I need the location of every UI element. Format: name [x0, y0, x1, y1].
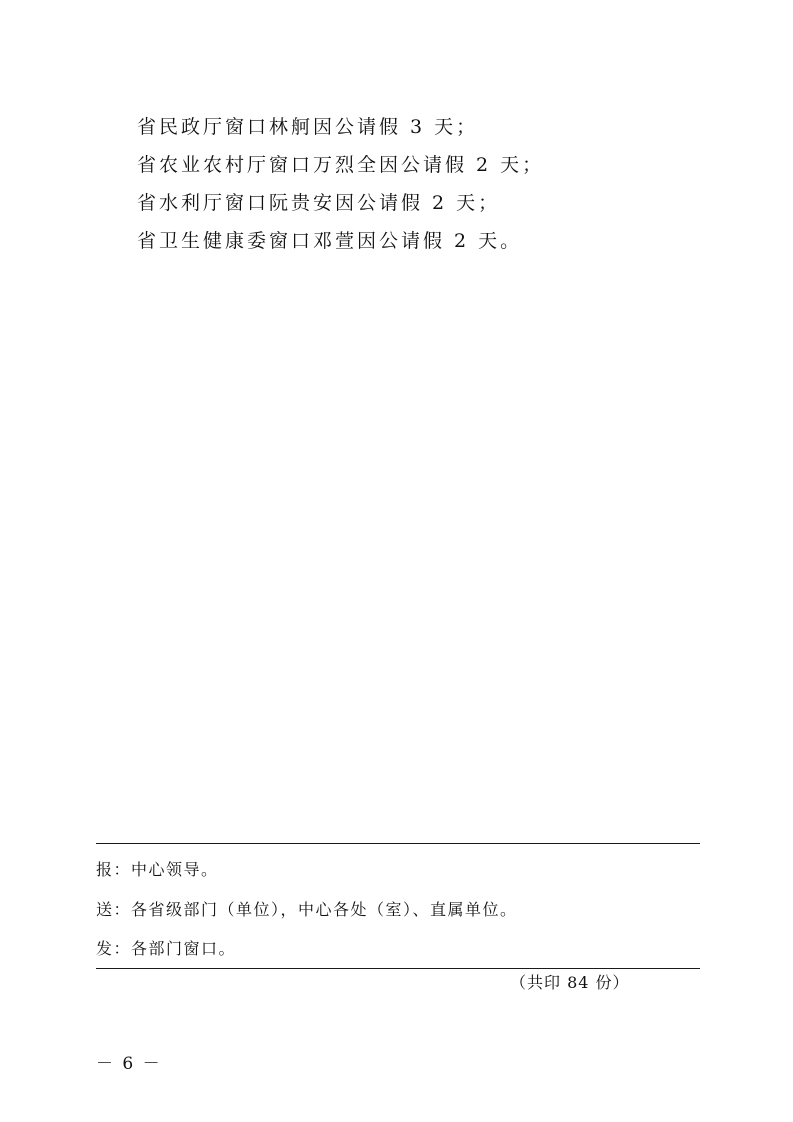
leave-entry-civil-affairs: 省民政厅窗口林舸因公请假 3 天；	[137, 116, 479, 138]
issue-to-line: 发：各部门窗口。	[96, 939, 237, 958]
distribution-bottom-rule	[96, 968, 700, 969]
send-to-line: 送：各省级部门（单位），中心各处（室）、直属单位。	[96, 900, 518, 919]
distribution-top-rule	[96, 843, 700, 844]
leave-entry-health-commission: 省卫生健康委窗口邓萱因公请假 2 天。	[137, 230, 523, 252]
print-copies-note: （共印 84 份）	[510, 973, 630, 992]
report-to-line: 报：中心领导。	[96, 860, 219, 879]
leave-entry-agriculture: 省农业农村厅窗口万烈全因公请假 2 天；	[137, 154, 545, 176]
page-number: － 6 －	[96, 1054, 162, 1074]
leave-entry-water-resources: 省水利厅窗口阮贵安因公请假 2 天；	[137, 192, 501, 214]
